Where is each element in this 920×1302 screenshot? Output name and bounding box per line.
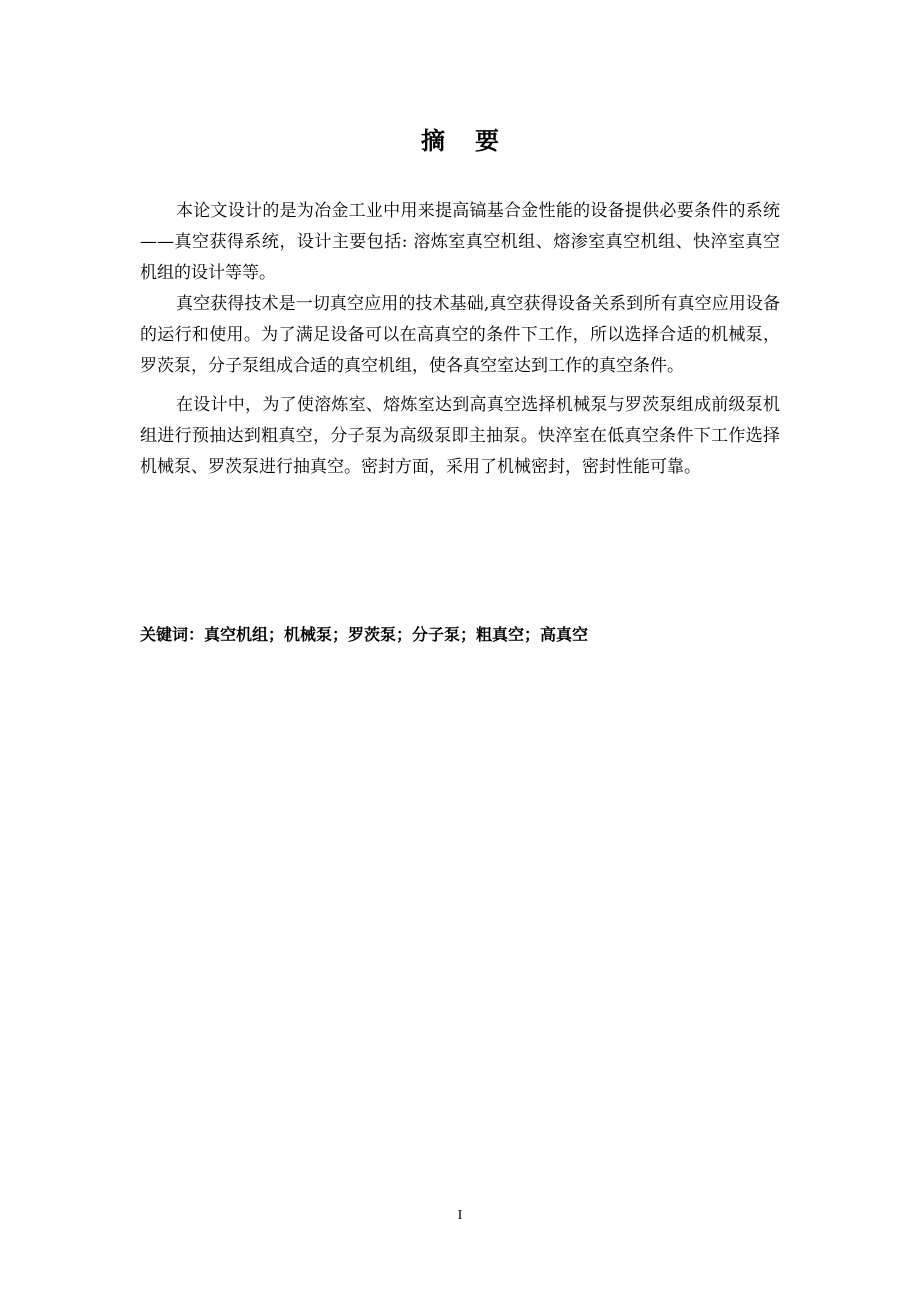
abstract-paragraph-3: 在设计中，为了使溶炼室、熔炼室达到高真空选择机械泵与罗茨泵组成前级泵机组进行预抽达到粗真空，分子泵为高级泵即主抽泵。快淬室在低真空条件下工作选择机械泵、罗茨泵进行抽真空。密封方面，采用了机械密封，密封性能可靠。 [140, 395, 780, 477]
abstract-title: 摘要 [421, 127, 529, 155]
keywords-line [140, 620, 780, 650]
abstract-paragraph-1: 本论文设计的是为冶金工业中用来提高镐基合金性能的设备提供必要条件的系统——真空获得系统，设计主要包括: 溶炼室真空机组、熔渗室真空机组、快淬室真空机组的设计等等。 [140, 201, 780, 283]
keywords-list: 真空机组；机械泵；罗茨泵；分子泵；粗真空；高真空 [204, 625, 589, 644]
abstract-body [140, 196, 780, 483]
abstract-paragraph-2: 真空获得技术是一切真空应用的技术基础,真空获得设备关系到所有真空应用设备的运行和使用。为了满足设备可以在高真空的条件下工作，所以选择合适的机械泵，罗茨泵，分子泵组成合适的真空机组，使各真空室达到工作的真空条件。 [140, 294, 780, 376]
keywords-label: 关键词： [140, 625, 205, 644]
page-number: I [457, 1208, 463, 1223]
